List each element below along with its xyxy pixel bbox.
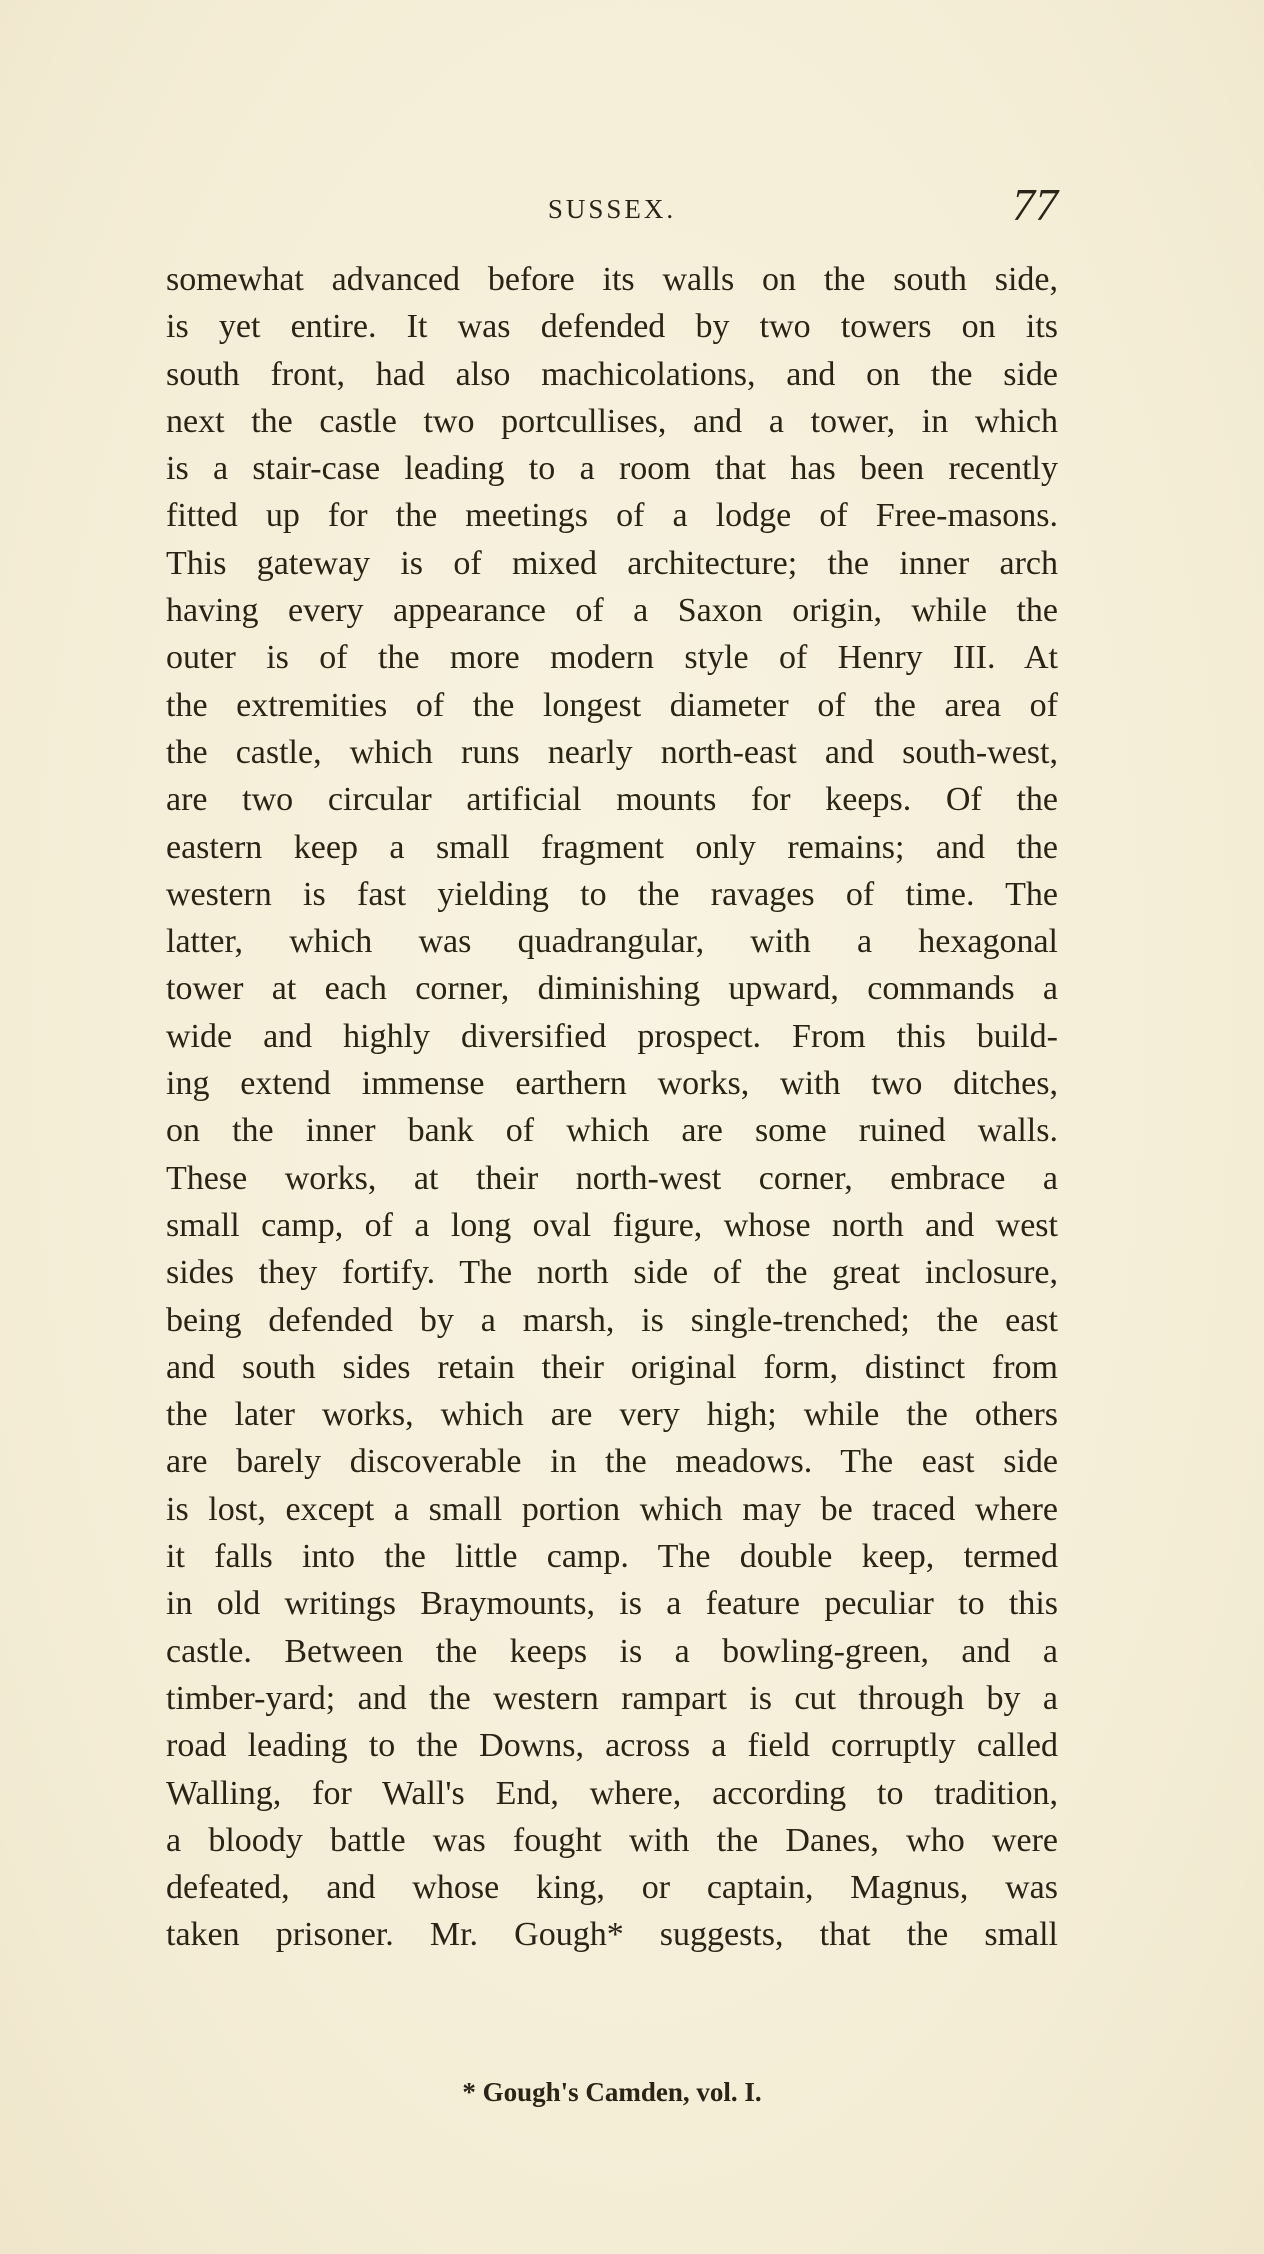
text-line: Walling, for Wall's End, where, according to tradition, <box>166 1774 1058 1812</box>
body-text <box>166 256 1058 1959</box>
page-number: 77 <box>1012 179 1058 230</box>
text-line: fitted up for the meetings of a lodge of Free-masons. <box>166 497 1058 535</box>
text-line: is a stair-case leading to a room that has been recently <box>166 450 1058 488</box>
text-line: on the inner bank of which are some ruined walls. <box>166 1112 1058 1150</box>
text-line: eastern keep a small fragment only remains; and the <box>166 828 1058 866</box>
text-line: it falls into the little camp. The double keep, termed <box>166 1538 1058 1576</box>
text-line: castle. Between the keeps is a bowling-green, and a <box>166 1632 1058 1670</box>
text-line: somewhat advanced before its walls on the south side, <box>166 261 1058 298</box>
running-title: SUSSEX. <box>547 194 677 224</box>
text-line: the later works, which are very high; while the others <box>166 1396 1058 1434</box>
text-line: taken prisoner. Mr. Gough* suggests, that the small <box>166 1916 1058 1954</box>
text-line: a bloody battle was fought with the Danes, who were <box>166 1821 1058 1859</box>
text-line: are barely discoverable in the meadows. The east side <box>166 1443 1058 1481</box>
text-line: outer is of the more modern style of Henry III. At <box>166 639 1058 677</box>
footnote: * Gough's Camden, vol. I. <box>462 2077 762 2107</box>
text-line: road leading to the Downs, across a field corruptly called <box>166 1727 1058 1765</box>
text-line: in old writings Braymounts, is a feature peculiar to this <box>166 1585 1058 1623</box>
text-line: defeated, and whose king, or captain, Magnus, was <box>166 1869 1058 1907</box>
text-line: wide and highly diversified prospect. From this build- <box>166 1017 1058 1055</box>
text-line: tower at each corner, diminishing upward, commands a <box>166 970 1058 1008</box>
text-line: being defended by a marsh, is single-trenched; the east <box>166 1301 1058 1339</box>
text-line: next the castle two portcullises, and a tower, in which <box>166 402 1058 440</box>
text-line: are two circular artificial mounts for keeps. Of the <box>166 781 1058 819</box>
text-line: ing extend immense earthern works, with two ditches, <box>166 1065 1058 1103</box>
text-line: timber-yard; and the western rampart is cut through by a <box>166 1679 1058 1717</box>
text-line: These works, at their north-west corner, embrace a <box>166 1159 1058 1197</box>
text-line: and south sides retain their original form, distinct from <box>166 1348 1058 1386</box>
text-line: small camp, of a long oval figure, whose north and west <box>166 1206 1058 1244</box>
text-line: south front, had also machicolations, and on the side <box>166 355 1058 393</box>
text-line: is lost, except a small portion which may be traced where <box>166 1490 1058 1528</box>
text-line: sides they fortify. The north side of the great inclosure, <box>166 1254 1058 1292</box>
text-line: This gateway is of mixed architecture; the inner arch <box>166 544 1058 582</box>
text-line: having every appearance of a Saxon origin, while the <box>166 592 1058 630</box>
text-line: western is fast yielding to the ravages of time. The <box>166 875 1058 913</box>
running-head <box>166 176 1058 236</box>
text-line: the extremities of the longest diameter of the area of <box>166 686 1058 724</box>
text-line: is yet entire. It was defended by two towers on its <box>166 308 1058 346</box>
text-line: the castle, which runs nearly north-east and south-west, <box>166 733 1058 771</box>
text-line: latter, which was quadrangular, with a hexagonal <box>166 923 1058 961</box>
